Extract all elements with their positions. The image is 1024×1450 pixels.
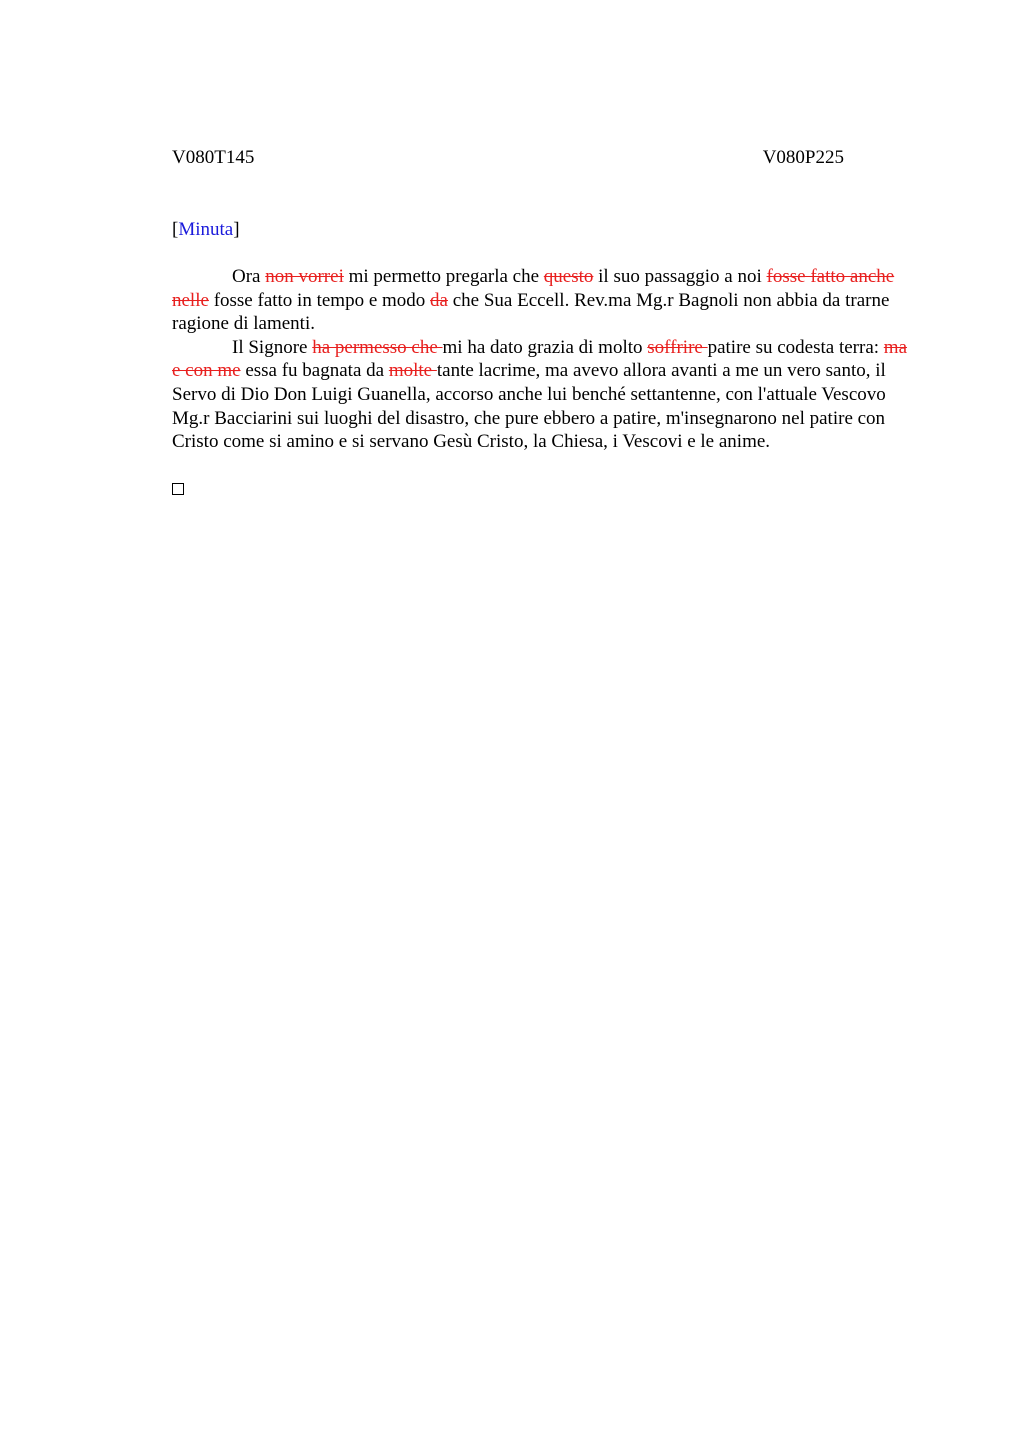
letter-body xyxy=(172,265,918,454)
deleted-text: ha permesso che xyxy=(312,336,443,358)
deleted-text: da xyxy=(430,289,448,311)
text-segment: mi ha dato grazia di molto xyxy=(442,336,648,358)
text-segment: patire su codesta terra: xyxy=(707,336,884,358)
open-bracket: [ xyxy=(172,219,179,240)
deleted-text: soffrire xyxy=(647,336,708,358)
text-segment: mi permetto pregarla che xyxy=(343,266,544,287)
deleted-text: questo xyxy=(543,266,594,287)
document-header xyxy=(172,146,844,170)
text-segment: che Sua Eccell. Rev.ma Mg.r Bagnoli non abbia da trarne ragione di lamenti. xyxy=(172,289,890,335)
deleted-text: non vorrei xyxy=(265,266,344,287)
document-code-right: V080P225 xyxy=(762,147,844,168)
deleted-text: ma e con me xyxy=(172,336,908,382)
square-outline-icon xyxy=(172,483,184,495)
text-segment: Il Signore xyxy=(232,336,313,358)
text-segment: Ora xyxy=(232,266,266,287)
paragraph-2 xyxy=(172,336,918,454)
minuta-link[interactable]: Minuta xyxy=(178,219,234,240)
close-bracket: ] xyxy=(233,219,240,240)
deleted-text: fosse fatto anche nelle xyxy=(172,266,895,311)
text-segment: essa fu bagnata da xyxy=(240,360,389,382)
document-type-label xyxy=(172,218,240,242)
text-segment: tante lacrime, ma avevo allora avanti a me un vero santo, il Servo di Dio Don Luigi Guanella, accorso anche lui benché settantenne, con l'attuale Vescovo Mg.r Bacciarini sui luoghi del disastro, che pure ebbero a patire, m'insegnarono nel patire con Cristo come si amino e si servano Gesù Cristo, la Chiesa, i Vescovi e le anime. xyxy=(172,360,886,453)
document-code-left: V080T145 xyxy=(172,147,255,168)
paragraph-1 xyxy=(172,265,918,336)
text-segment: il suo passaggio a noi xyxy=(593,266,767,287)
text-segment: fosse fatto in tempo e modo xyxy=(208,289,431,311)
deleted-text: molte xyxy=(388,360,437,382)
